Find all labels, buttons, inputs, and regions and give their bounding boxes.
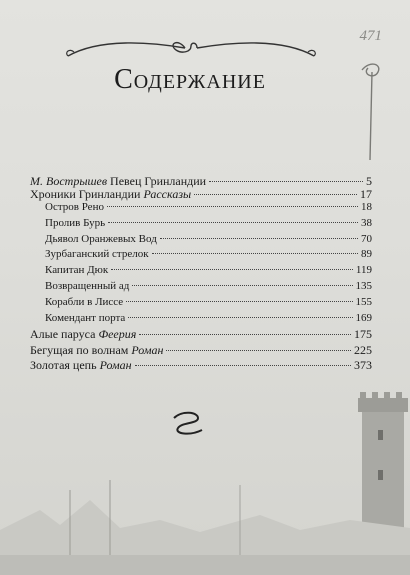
toc-title-part: Остров Рено [45,201,104,213]
page-title: Содержание [114,64,266,95]
toc-entry-title [30,327,136,341]
bottom-flourish-ornament [168,408,208,438]
toc-entry-title [45,232,157,246]
toc-page-number: 175 [354,327,372,341]
toc-title-part: Пролив Бурь [45,217,106,229]
dot-leader [160,238,358,239]
toc-page-number: 70 [361,233,372,245]
toc-entry-title [45,263,108,277]
toc-page-number: 135 [355,280,372,292]
toc-title-part: Корабли в Лиссе [45,296,124,308]
harbor-illustration [0,470,410,575]
toc-page-number: 89 [361,248,372,260]
dot-leader [107,206,358,207]
toc-page-number: 373 [354,358,372,372]
dot-leader [132,285,352,286]
toc-title-part: Роман [131,343,164,357]
toc-title-part: Певец Гринландии [107,174,207,188]
dot-leader [111,269,353,270]
dot-leader [194,194,357,195]
toc-page-number: 17 [360,187,372,201]
toc-page-number: 119 [355,264,372,276]
toc-page-number: 225 [354,343,372,357]
toc-entry-title [30,343,163,357]
toc-entry-title [30,187,191,201]
toc-entry [30,358,372,372]
toc-title-part: М. Вострышев [30,174,108,188]
dot-leader [209,181,363,182]
toc-entry [45,216,372,230]
dot-leader [126,301,352,302]
toc-entry-title [45,279,129,293]
toc-title-part: Хроники Гринландии [30,187,144,201]
dot-leader [152,253,358,254]
toc-page-number: 5 [366,174,372,188]
toc-entry [45,247,372,261]
toc-entry-title [30,174,206,188]
toc-entry [30,343,372,357]
toc-title-part: Возвращенный ад [45,280,130,292]
dot-leader [108,222,358,223]
toc-page-number: 38 [361,217,372,229]
dot-leader [128,317,352,318]
toc-title-part: Роман [99,358,132,372]
toc-title-part: Комендант порта [45,312,126,324]
toc-entry [45,311,372,325]
toc-entry [30,187,372,201]
toc-entry [45,232,372,246]
toc-entry-title [45,311,125,325]
toc-title-part: Бегущая по волнам [30,343,132,357]
toc-entry-title [30,358,132,372]
toc-entry [45,200,372,214]
toc-entry-title [45,200,104,214]
toc-title-part: Рассказы [143,187,192,201]
dot-leader [135,365,351,366]
toc-entry [45,263,372,277]
toc-page-number: 155 [355,296,372,308]
toc-entry-title [45,216,105,230]
toc-title-part: Капитан Дюк [45,264,109,276]
toc-entry-title [45,247,149,261]
toc-entry [45,279,372,293]
toc-entry [45,295,372,309]
dot-leader [166,350,351,351]
toc-title-part: Феерия [98,327,137,341]
page-number: 471 [359,28,382,44]
toc-title-part: Зурбаганский стрелок [45,248,149,260]
toc-title-part: Золотая цепь [30,358,100,372]
toc-entry [30,327,372,341]
toc-title-part: Алые паруса [30,327,99,341]
toc-page-number: 169 [355,312,372,324]
toc-entry-title [45,295,123,309]
toc-title-part: Дьявол Оранжевых Вод [45,233,157,245]
toc-page-number: 18 [361,201,372,213]
toc-entry [30,174,372,188]
dot-leader [139,334,351,335]
